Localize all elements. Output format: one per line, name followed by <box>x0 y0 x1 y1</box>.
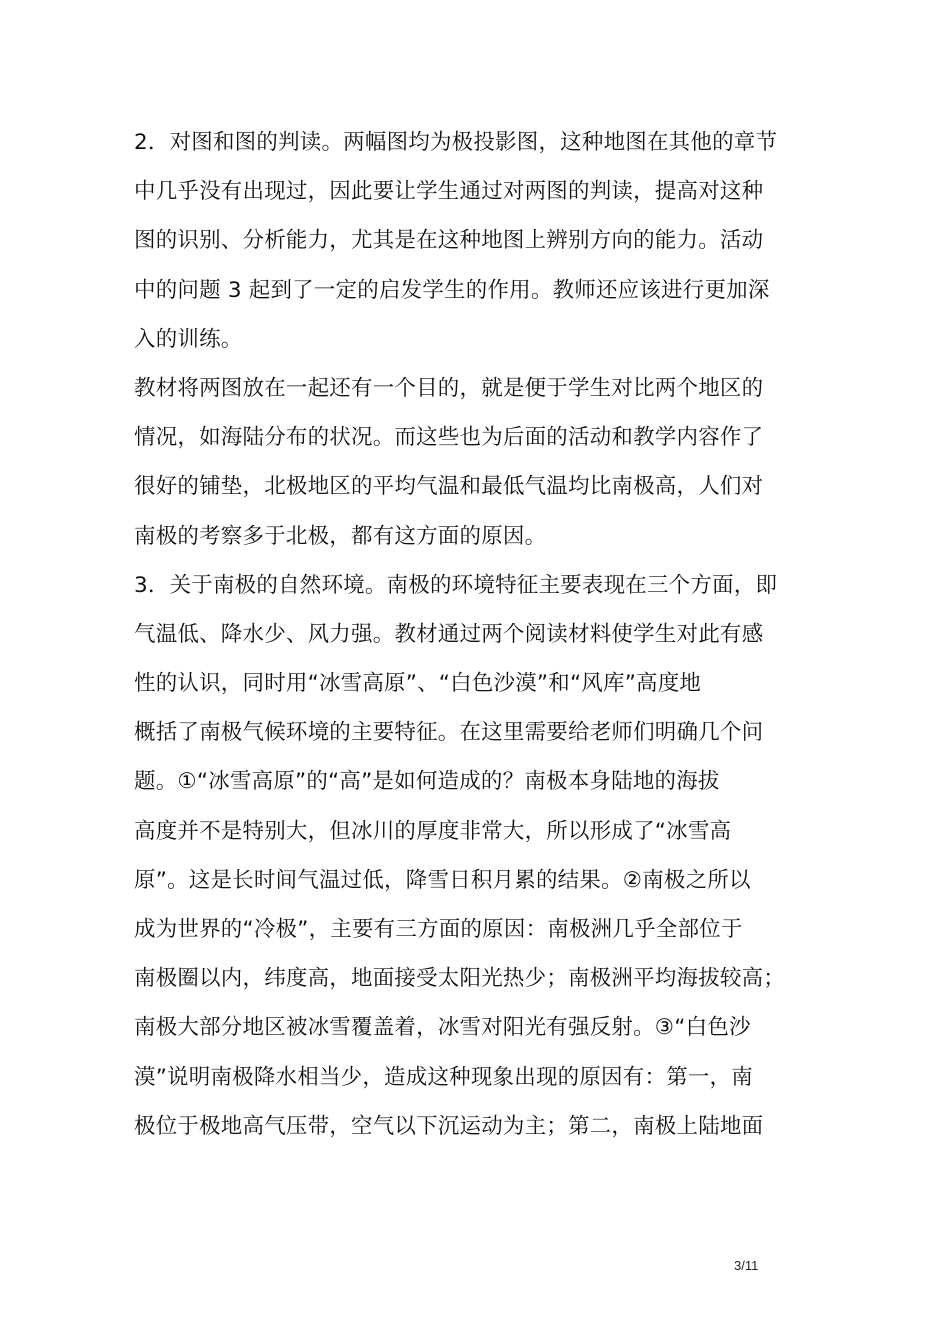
body-text <box>134 118 834 1151</box>
text-line: 中的问题 3 起到了一定的启发学生的作用。教师还应该进行更加深 <box>134 277 770 303</box>
text-line: 入的训练。 <box>134 326 243 352</box>
text-line: 很好的铺垫，北极地区的平均气温和最低气温均比南极高，人们对 <box>134 474 764 500</box>
text-line: 图的识别、分析能力，尤其是在这种地图上辨别方向的能力。活动 <box>134 228 764 254</box>
text-line: 高度并不是特别大，但冰川的厚度非常大，所以形成了“冰雪高 <box>134 818 732 844</box>
text-line: 南极的考察多于北极，都有这方面的原因。 <box>134 523 547 549</box>
text-line: 概括了南极气候环境的主要特征。在这里需要给老师们明确几个问 <box>134 720 764 746</box>
text-line: 原”。这是长时间气温过低，降雪日积月累的结果。②南极之所以 <box>134 867 751 893</box>
text-line: 南极大部分地区被冰雪覆盖着，冰雪对阳光有强反射。③“白色沙 <box>134 1015 751 1041</box>
text-line: 极位于极地高气压带，空气以下沉运动为主；第二，南极上陆地面 <box>134 1113 764 1139</box>
text-line: 漠”说明南极降水相当少，造成这种现象出现的原因有：第一，南 <box>134 1064 753 1090</box>
page-number: 3/11 <box>734 1258 759 1273</box>
text-line: 南极圈以内，纬度高，地面接受太阳光热少；南极洲平均海拔较高； <box>134 966 786 992</box>
text-line: 2．对图和图的判读。两幅图均为极投影图，这种地图在其他的章节 <box>134 130 778 155</box>
text-line: 3．关于南极的自然环境。南极的环境特征主要表现在三个方面，即 <box>134 572 778 598</box>
text-line: 教材将两图放在一起还有一个目的，就是便于学生对比两个地区的 <box>134 375 764 401</box>
text-line: 性的认识，同时用“冰雪高原”、“白色沙漠”和“风库”高度地 <box>134 671 702 697</box>
text-line: 成为世界的“冷极”，主要有三方面的原因：南极洲几乎全部位于 <box>134 917 743 942</box>
text-line: 题。①“冰雪高原”的“高”是如何造成的？南极本身陆地的海拔 <box>134 769 720 795</box>
text-line: 中几乎没有出现过，因此要让学生通过对两图的判读，提高对这种 <box>134 179 764 205</box>
text-line: 情况，如海陆分布的状况。而这些也为后面的活动和教学内容作了 <box>134 425 764 451</box>
text-line: 气温低、降水少、风力强。教材通过两个阅读材料使学生对此有感 <box>134 621 764 647</box>
